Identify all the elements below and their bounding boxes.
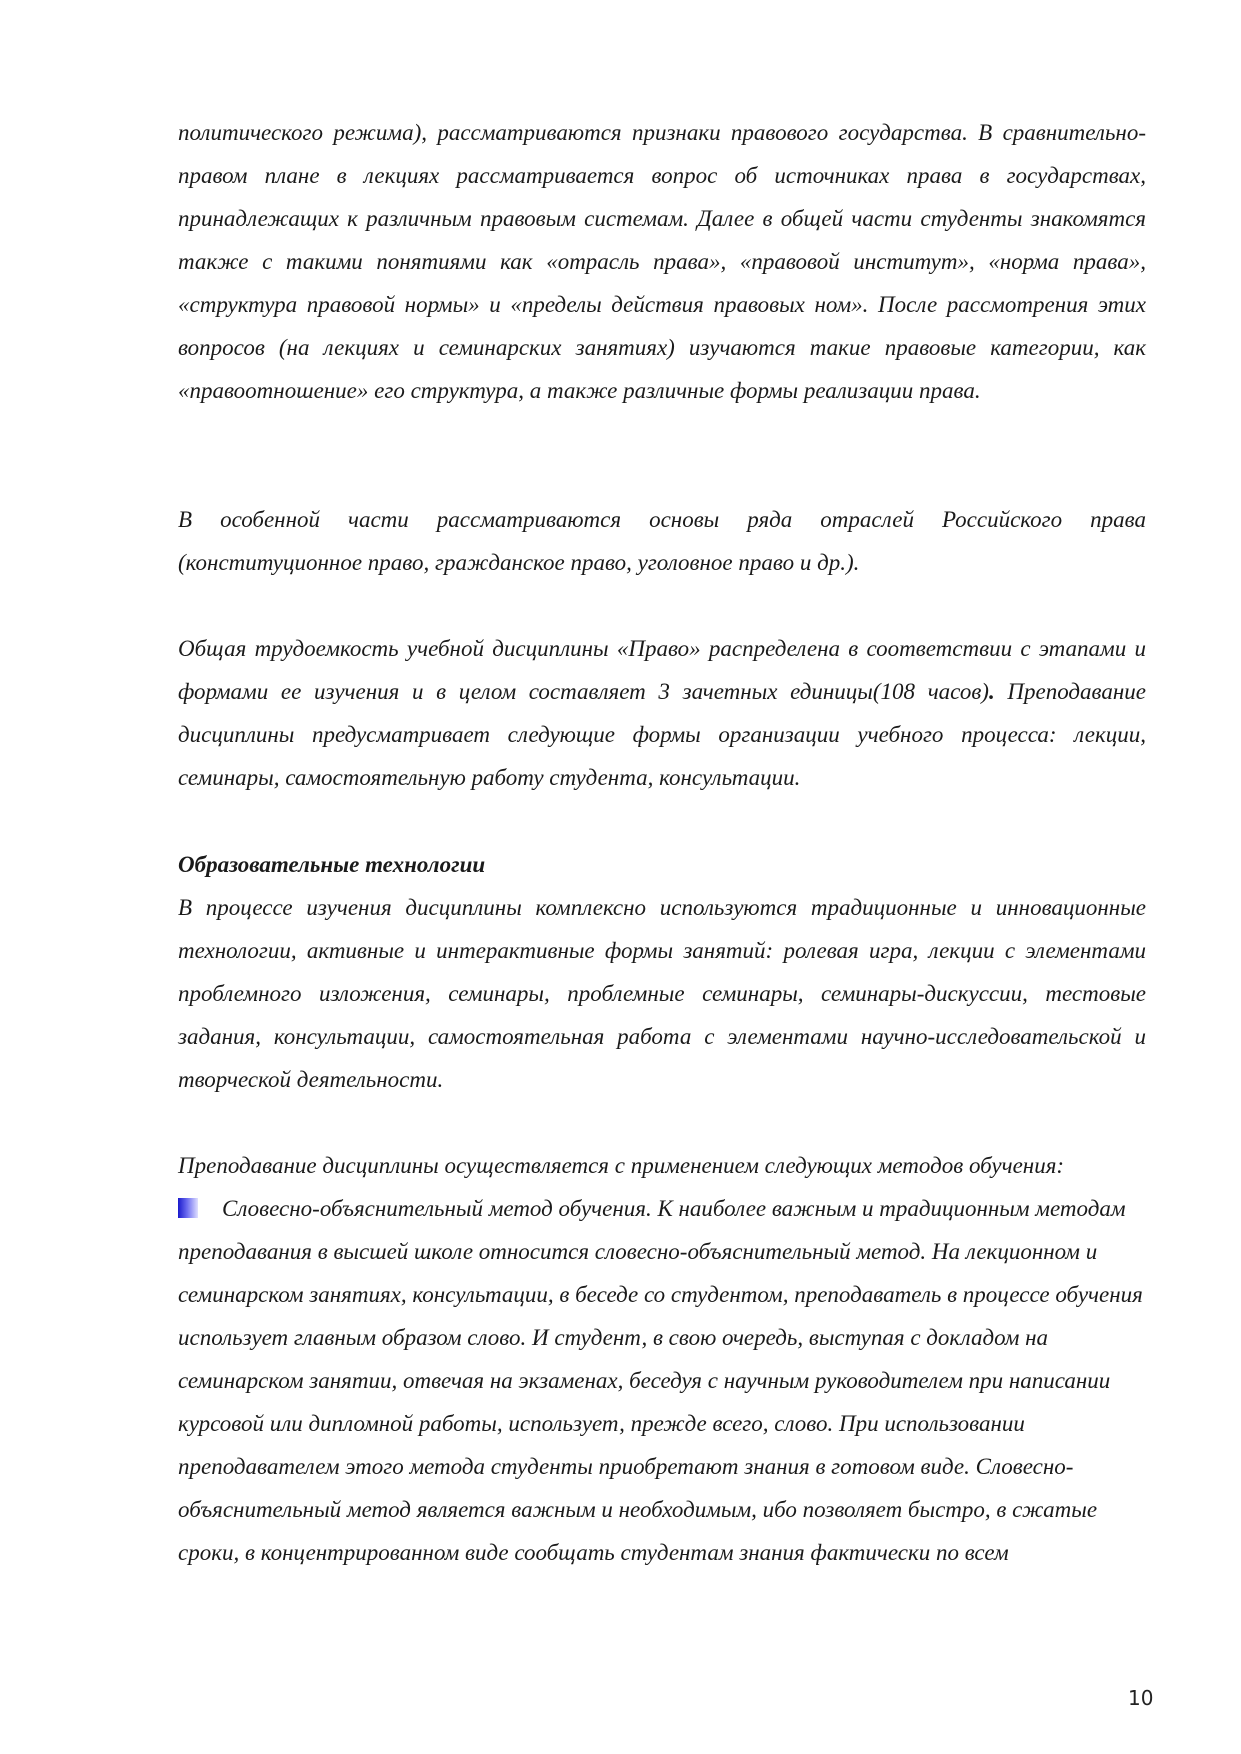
bullet-item-text: Словесно-объяснительный метод обучения. К наиболее важным и традиционным методам преподавания в высшей школе относится словесно-объяснительный метод. На лекционном и семинарском занятиях, консультации, в беседе со студентом, преподаватель в процессе обучения использует главным образом слово. И студент, в свою очередь, выступая с докладом на семинарском занятии, отвечая на экзаменах, беседуя с научным руководителем при написании курсовой или дипломной работы, использует, прежде всего, слово. При использовании преподавателем этого метода студенты приобретают знания в готовом виде. Словесно-объяснительный метод является важным и необходимым, ибо позволяет быстро, в сжатые сроки, в концентрированном виде сообщать студентам знания фактически по всем [178, 1196, 1143, 1565]
teaching-forms-text: Преподавание дисциплины предусматривает следующие формы организации учебного процесса: лекции, семинары, самостоятельную работу студента, консультации. [178, 679, 1146, 790]
paragraph-technologies: В процессе изучения дисциплины комплексно используются традиционные и инновационные технологии, активные и интерактивные формы занятий: ролевая игра, лекции с элементами проблемного изложения, семинары, проблемные семинары, семинары-дискуссии, тестовые задания, консультации, самостоятельная работа с элементами научно-исследовательской и творческой деятельности. [178, 895, 1146, 1092]
page-number: 10 [1128, 1686, 1154, 1710]
bullet-item-verbal-method [178, 1187, 1146, 1574]
paragraph-workload [178, 627, 1146, 799]
workload-period: . [988, 679, 995, 704]
square-bullet-icon [178, 1198, 198, 1218]
paragraph-special-part: В особенной части рассматриваются основы ряда отраслей Российского права (конституционное право, гражданское право, уголовное право и др.). [178, 507, 1146, 575]
workload-text: Общая трудоемкость учебной дисциплины «Право» распределена в соответствии с этапами и формами ее изучения и в целом составляет 3 зачетных единицы(108 часов) [178, 636, 1146, 704]
paragraph-legal-state: политического режима), рассматриваются признаки правового государства. В сравнительно-правом плане в лекциях рассматривается вопрос об источниках права в государствах, принадлежащих к различным правовым системам. Далее в общей части студенты знакомятся также с такими понятиями как «отрасль права», «правовой институт», «норма права», «структура правовой нормы» и «пределы действия правовых ном». После рассмотрения этих вопросов (на лекциях и семинарских занятиях) изучаются такие правовые категории, как «правоотношение» его структура, а также различные формы реализации права. [178, 120, 1146, 403]
paragraph-methods-intro: Преподавание дисциплины осуществляется с применением следующих методов обучения: [178, 1153, 1065, 1178]
section-heading-educational-technologies: Образовательные технологии [178, 852, 486, 877]
